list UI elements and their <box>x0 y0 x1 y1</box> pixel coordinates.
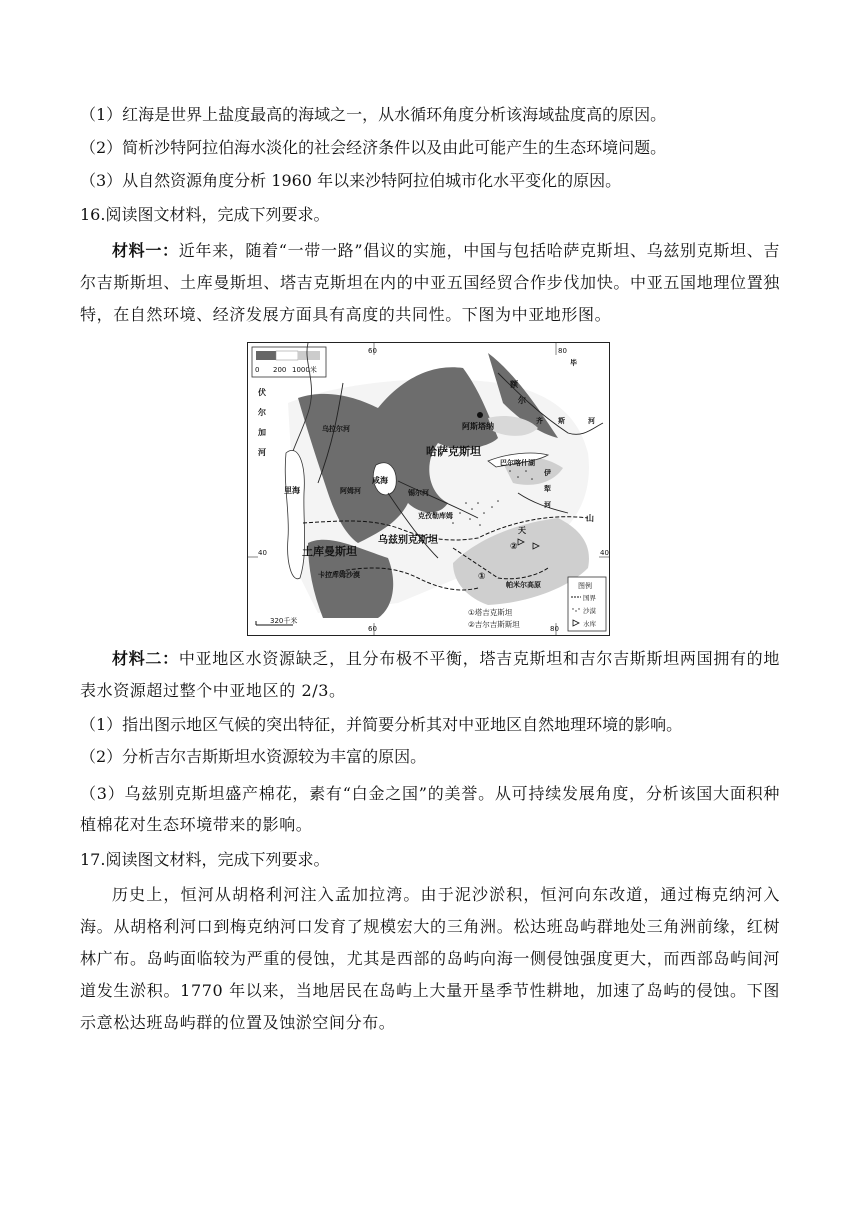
q16-item-2: （2）分析吉尔吉斯斯坦水资源较为丰富的原因。 <box>80 747 427 766</box>
label-volga-1: 伏 <box>258 388 266 397</box>
legend-title: 图例 <box>578 582 592 590</box>
elev-1000: 1000米 <box>292 366 317 374</box>
q16-heading: 16.阅读图文材料，完成下列要求。 <box>80 205 330 224</box>
label-ural-river: 乌拉尔河 <box>322 425 350 433</box>
q16-material-1 <box>80 235 780 331</box>
label-caspian: 里海 <box>284 486 300 495</box>
legend-desert: 沙漠 <box>583 607 596 615</box>
lat-40-left: 40 <box>258 549 267 557</box>
q17-material <box>80 879 780 1039</box>
elev-0: 0 <box>255 366 260 374</box>
label-ili-1: 伊 <box>544 469 551 477</box>
legend-border: 国界 <box>583 594 596 602</box>
lon-60-top: 60 <box>368 347 377 355</box>
label-volga-2: 尔 <box>258 408 266 417</box>
q16-material-2 <box>80 643 780 707</box>
note-kyrgyzstan: ②吉尔吉斯斯坦 <box>468 620 520 629</box>
label-karakum: 卡拉库姆沙漠 <box>318 571 360 579</box>
label-tianshan-1: 天 <box>518 526 526 535</box>
lat-40-right: 40 <box>600 549 609 557</box>
label-irtysh-2: 尔 <box>518 396 526 405</box>
label-bi: 毕 <box>570 359 577 367</box>
label-amu-darya: 阿姆河 <box>340 487 361 495</box>
q16-item-3: （3）乌兹别克斯坦盛产棉花，素有“白金之国”的美誉。从可持续发展角度，分析该国大面积种植棉花对生态环境带来的影响。 <box>80 784 780 834</box>
elev-200: 200 <box>273 366 287 374</box>
lon-80-top: 80 <box>558 347 567 355</box>
lon-80-bottom: 80 <box>550 625 559 633</box>
q15-item-3: （3）从自然资源角度分析 1960 年以来沙特阿拉伯城市化水平变化的原因。 <box>80 171 622 190</box>
label-marker-1: ① <box>478 572 486 582</box>
elevation-legend <box>252 347 326 377</box>
q16-item-1: （1）指出图示地区气候的突出特征，并简要分析其对中亚地区自然地理环境的影响。 <box>80 715 683 734</box>
q17-heading: 17.阅读图文材料，完成下列要求。 <box>80 850 330 869</box>
label-tianshan-2: 山 <box>586 514 594 523</box>
material-1-label: 材料一： <box>112 241 179 260</box>
legend-reservoir: 水库 <box>583 620 596 628</box>
label-irtysh-5: 河 <box>588 417 595 425</box>
label-turkmenistan: 土库曼斯坦 <box>302 545 357 558</box>
q15-item-2: （2）简析沙特阿拉伯海水淡化的社会经济条件以及由此可能产生的生态环境问题。 <box>80 138 667 157</box>
lon-60-bottom: 60 <box>368 625 377 633</box>
material-2-text: 中亚地区水资源缺乏，且分布极不平衡，塔吉克斯坦和吉尔吉斯斯坦两国拥有的地表水资源超过整个中亚地区的 2/3。 <box>80 649 780 700</box>
map-legend <box>568 577 606 631</box>
label-ili-3: 河 <box>544 501 551 509</box>
q15-item-1: （1）红海是世界上盐度最高的海域之一，从水循环角度分析该海域盐度高的原因。 <box>80 105 667 124</box>
note-tajikistan: ①塔吉克斯坦 <box>468 608 513 617</box>
label-pamir: 帕米尔高原 <box>506 581 541 589</box>
label-uzbekistan: 乌兹别克斯坦 <box>378 535 438 546</box>
map-scale: 320千米 <box>270 617 298 625</box>
q17-text: 历史上，恒河从胡格利河注入孟加拉湾。由于泥沙淤积，恒河向东改道，通过梅克纳河入海。从胡格利河口到梅克纳河口发育了规模宏大的三角洲。松达班岛屿群地处三角洲前缘，红树林广布。岛屿面临较为严重的侵蚀，尤其是西部的岛屿向海一侧侵蚀强度更大，而西部岛屿间河道发生淤积。1770 年以来，当地居民在岛屿上大量开垦季节性耕地，加速了岛屿的侵蚀。下图示意松达班岛屿群的位置及蚀淤空间分布。 <box>80 885 780 1032</box>
city-astana: 阿斯塔纳 <box>462 422 494 431</box>
label-volga-3: 加 <box>258 428 266 437</box>
central-asia-map <box>247 342 610 636</box>
label-balkhash: 巴尔喀什湖 <box>500 459 535 467</box>
label-irtysh-4: 斯 <box>558 417 565 425</box>
material-2-label: 材料二： <box>112 649 179 668</box>
label-aral: 咸海 <box>372 476 388 485</box>
label-kazakhstan: 哈萨克斯坦 <box>426 445 481 458</box>
material-1-text: 近年来，随着“一带一路”倡议的实施，中国与包括哈萨克斯坦、乌兹别克斯坦、吉尔吉斯斯坦、土库曼斯坦、塔吉克斯坦在内的中亚五国经贸合作步伐加快。中亚五国地理位置独特，在自然环境、经济发展方面具有高度的共同性。下图为中亚地形图。 <box>80 241 781 324</box>
label-marker-2: ② <box>510 542 518 552</box>
label-ili-2: 犁 <box>544 485 551 493</box>
label-kyzylkum: 克孜勒库姆 <box>418 512 453 520</box>
label-volga-4: 河 <box>258 448 266 457</box>
label-syr-darya: 锡尔河 <box>408 489 429 497</box>
label-irtysh-3: 齐 <box>536 417 543 425</box>
label-irtysh-1: 额 <box>510 380 518 389</box>
